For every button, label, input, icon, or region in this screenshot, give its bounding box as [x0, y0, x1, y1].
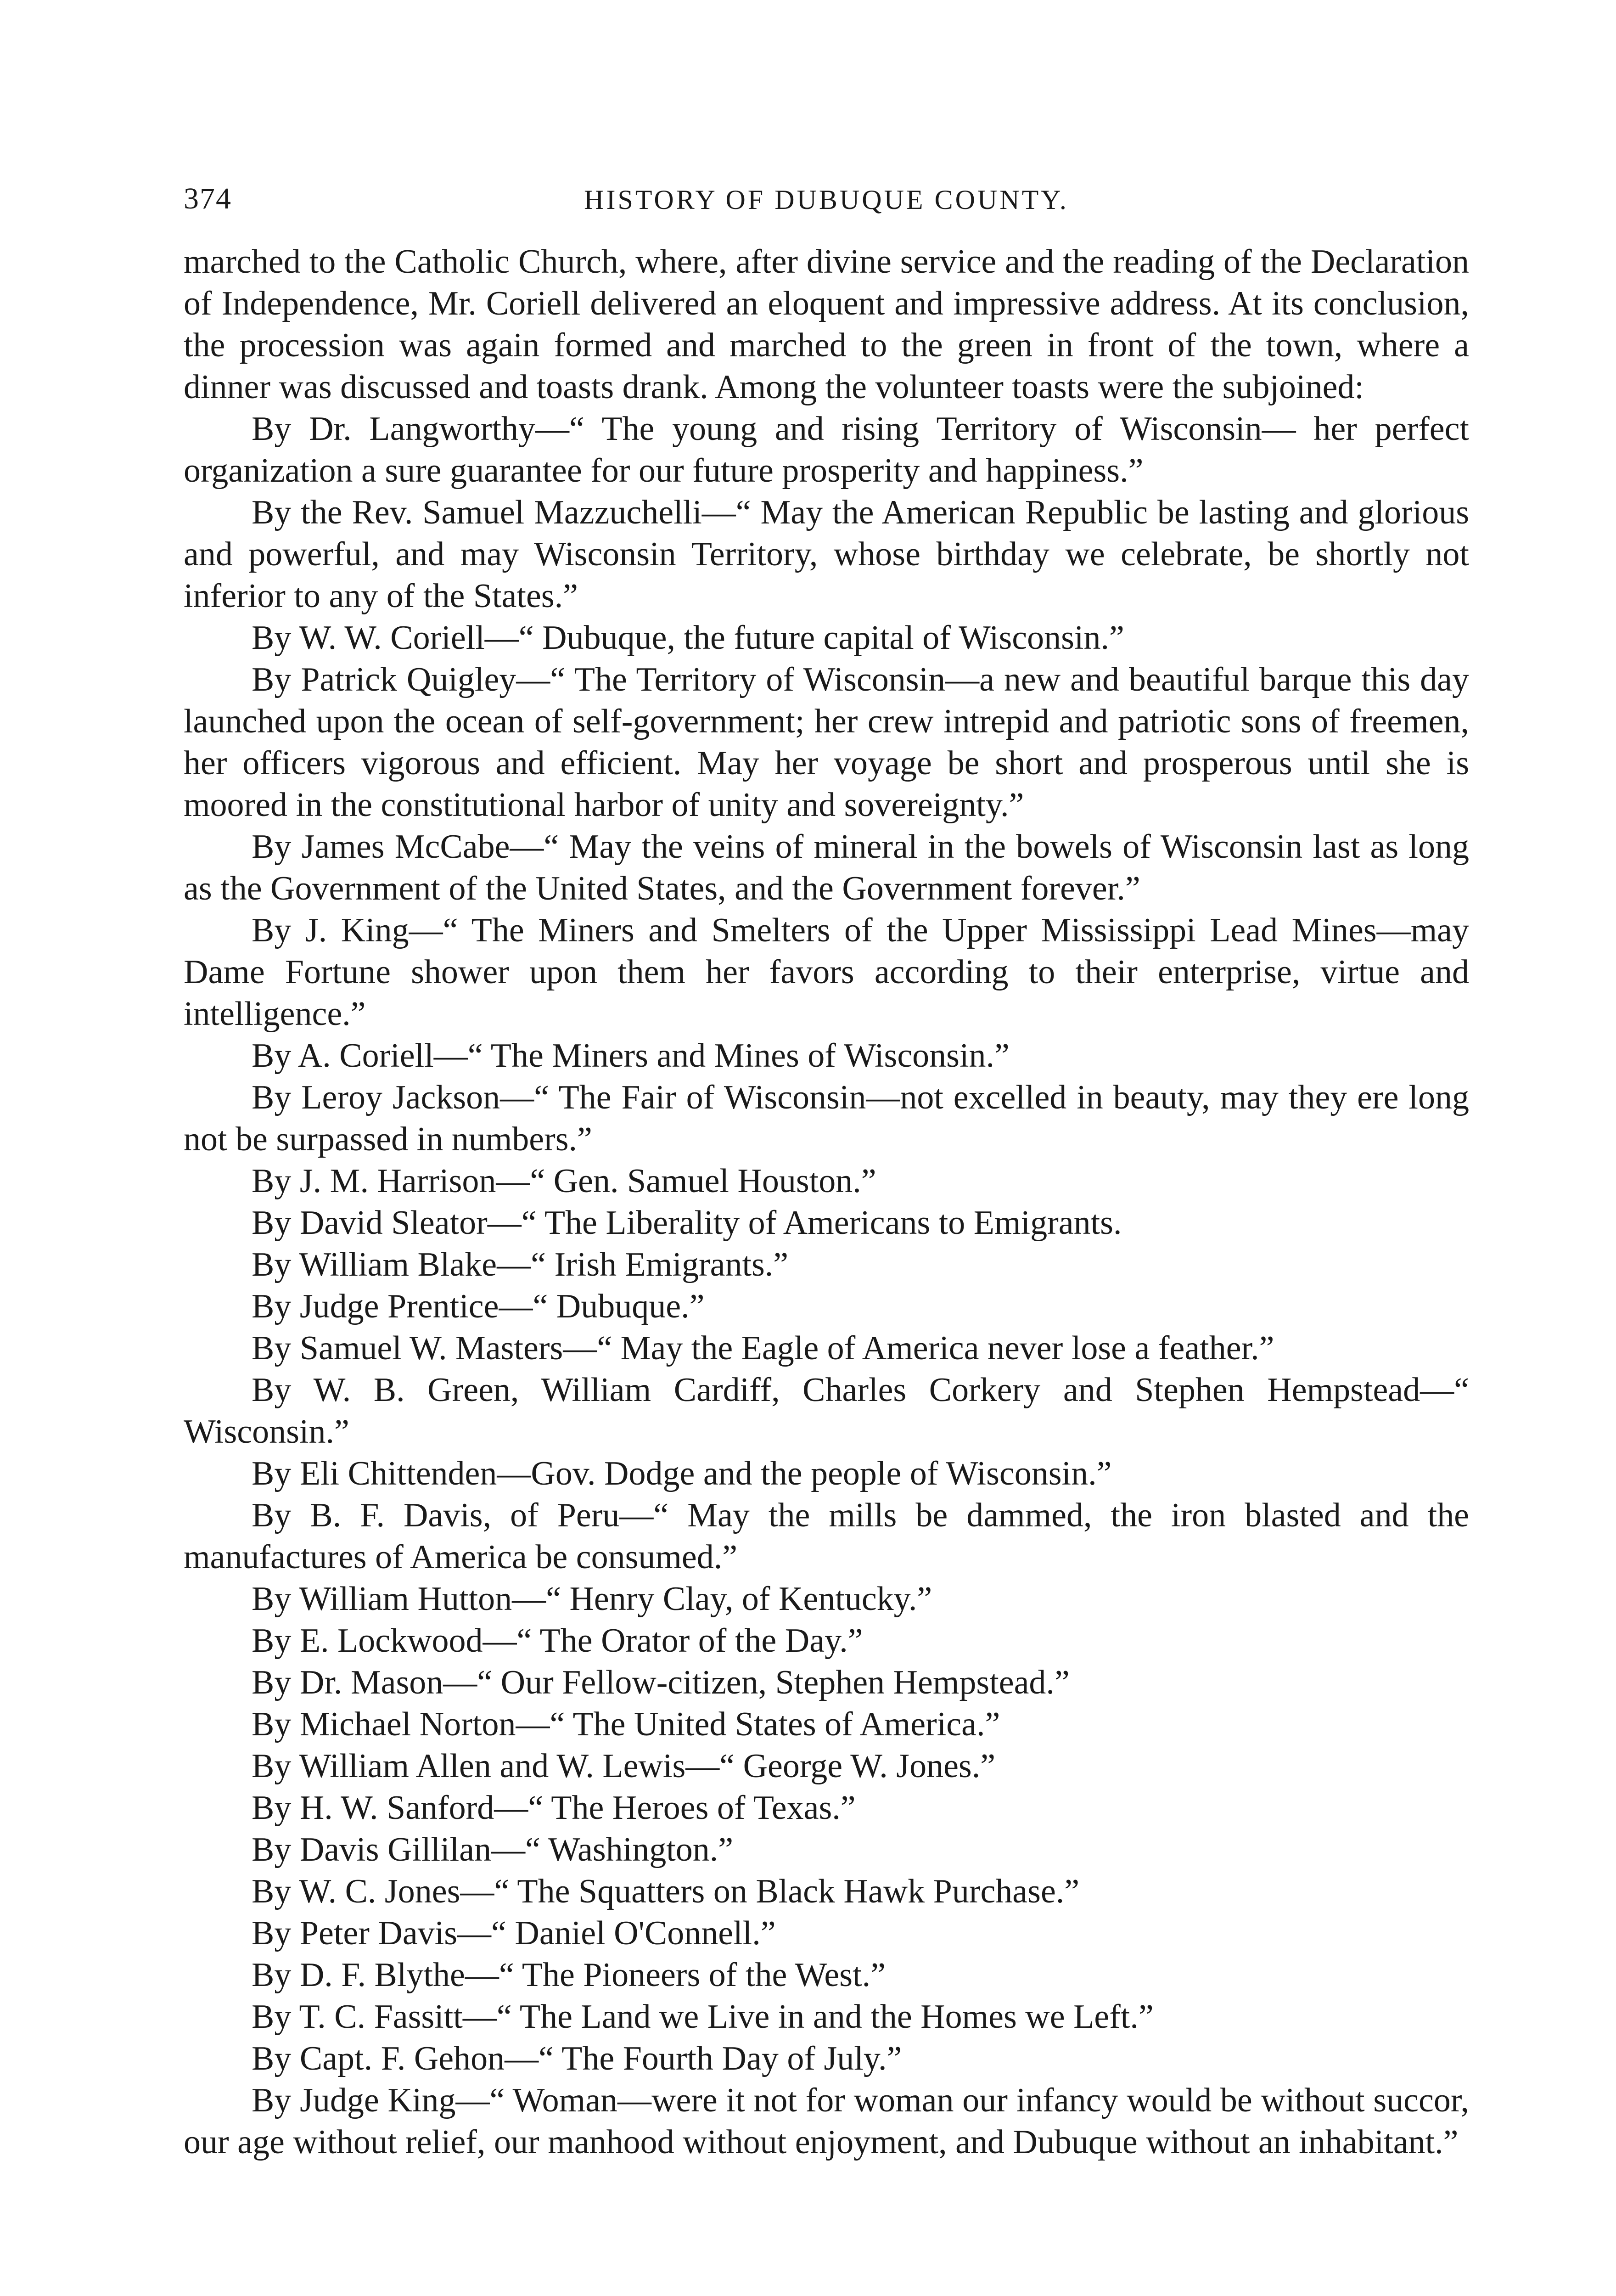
toast-paragraph: By Dr. Mason—“ Our Fellow-citizen, Stephen Hempstead.”	[252, 1664, 1070, 1701]
toast-paragraph: By William Hutton—“ Henry Clay, of Kentucky.”	[252, 1580, 932, 1618]
toast-paragraph: By W. W. Coriell—“ Dubuque, the future capital of Wisconsin.”	[252, 619, 1124, 657]
toast-paragraph: By A. Coriell—“ The Miners and Mines of Wisconsin.”	[252, 1037, 1010, 1075]
page-body	[184, 241, 1469, 2163]
toast-paragraph: By the Rev. Samuel Mazzuchelli—“ May the American Republic be lasting and glorious and powerful, and may Wisconsin Territory, whose birthday we celebrate, be shortly not inferior to any of the States.”	[184, 494, 1469, 615]
toast-paragraph: By W. C. Jones—“ The Squatters on Black Hawk Purchase.”	[252, 1873, 1080, 1910]
toast-paragraph: By Judge King—“ Woman—were it not for woman our infancy would be without succor, our age without relief, our manhood without enjoyment, and Dubuque without an inhabitant.”	[184, 2082, 1469, 2161]
page-number: 374	[184, 182, 232, 215]
toast-paragraph: By J. M. Harrison—“ Gen. Samuel Houston.”	[252, 1162, 876, 1200]
toast-paragraph: By William Allen and W. Lewis—“ George W. Jones.”	[252, 1747, 996, 1785]
toast-paragraph: By H. W. Sanford—“ The Heroes of Texas.”	[252, 1789, 856, 1827]
toast-paragraph: By E. Lockwood—“ The Orator of the Day.”	[252, 1622, 863, 1660]
toast-paragraph: By J. King—“ The Miners and Smelters of the Upper Mississippi Lead Mines—may Dame Fortune shower upon them her favors according to their enterprise, virtue and intelligence.”	[184, 912, 1469, 1033]
toast-paragraph: By Capt. F. Gehon—“ The Fourth Day of July.”	[252, 2040, 902, 2077]
toast-paragraph: By D. F. Blythe—“ The Pioneers of the West.”	[252, 1956, 886, 1994]
toast-paragraph: By Judge Prentice—“ Dubuque.”	[252, 1288, 705, 1325]
toast-paragraph: By David Sleator—“ The Liberality of Americans to Emigrants.	[252, 1204, 1122, 1242]
toast-paragraph: By Patrick Quigley—“ The Territory of Wisconsin—a new and beautiful barque this day launched upon the ocean of self-government; her crew intrepid and patriotic sons of freemen, her officers vigorous and efficient. May her voyage be short and prosperous until she is moored in the constitutional harbor of unity and sovereignty.”	[184, 661, 1469, 824]
toast-paragraph: By Eli Chittenden—Gov. Dodge and the people of Wisconsin.”	[252, 1455, 1112, 1492]
toast-paragraph: By W. B. Green, William Cardiff, Charles Corkery and Stephen Hempstead—“ Wisconsin.”	[184, 1371, 1469, 1451]
toast-paragraph: By Davis Gillilan—“ Washington.”	[252, 1831, 734, 1868]
toast-paragraph: By B. F. Davis, of Peru—“ May the mills be dammed, the iron blasted and the manufactures of America be consumed.”	[184, 1497, 1469, 1576]
intro-paragraph: marched to the Catholic Church, where, after divine service and the reading of the Declaration of Independence, Mr. Coriell delivered an eloquent and impressive address. At its conclusion, the procession was again formed and marched to the green in front of the town, where a dinner was discussed and toasts drank. Among the volunteer toasts were the subjoined:	[184, 243, 1469, 406]
toast-paragraph: By Dr. Langworthy—“ The young and rising Territory of Wisconsin— her perfect organization a sure guarantee for our future prosperity and happiness.”	[184, 410, 1469, 490]
toast-paragraph: By Leroy Jackson—“ The Fair of Wisconsin—not excelled in beauty, may they ere long not be surpassed in numbers.”	[184, 1079, 1469, 1158]
toast-paragraph: By James McCabe—“ May the veins of mineral in the bowels of Wisconsin last as long as the Government of the United States, and the Government forever.”	[184, 828, 1469, 907]
toast-paragraph: By William Blake—“ Irish Emigrants.”	[252, 1246, 789, 1283]
toast-paragraph: By T. C. Fassitt—“ The Land we Live in and the Homes we Left.”	[252, 1998, 1154, 2036]
toast-paragraph: By Michael Norton—“ The United States of America.”	[252, 1705, 1000, 1743]
book-page	[184, 181, 1469, 2163]
page-header	[184, 181, 1469, 241]
toast-paragraph: By Peter Davis—“ Daniel O'Connell.”	[252, 1914, 776, 1952]
running-head: HISTORY OF DUBUQUE COUNTY.	[584, 185, 1069, 215]
toast-paragraph: By Samuel W. Masters—“ May the Eagle of America never lose a feather.”	[252, 1329, 1274, 1367]
